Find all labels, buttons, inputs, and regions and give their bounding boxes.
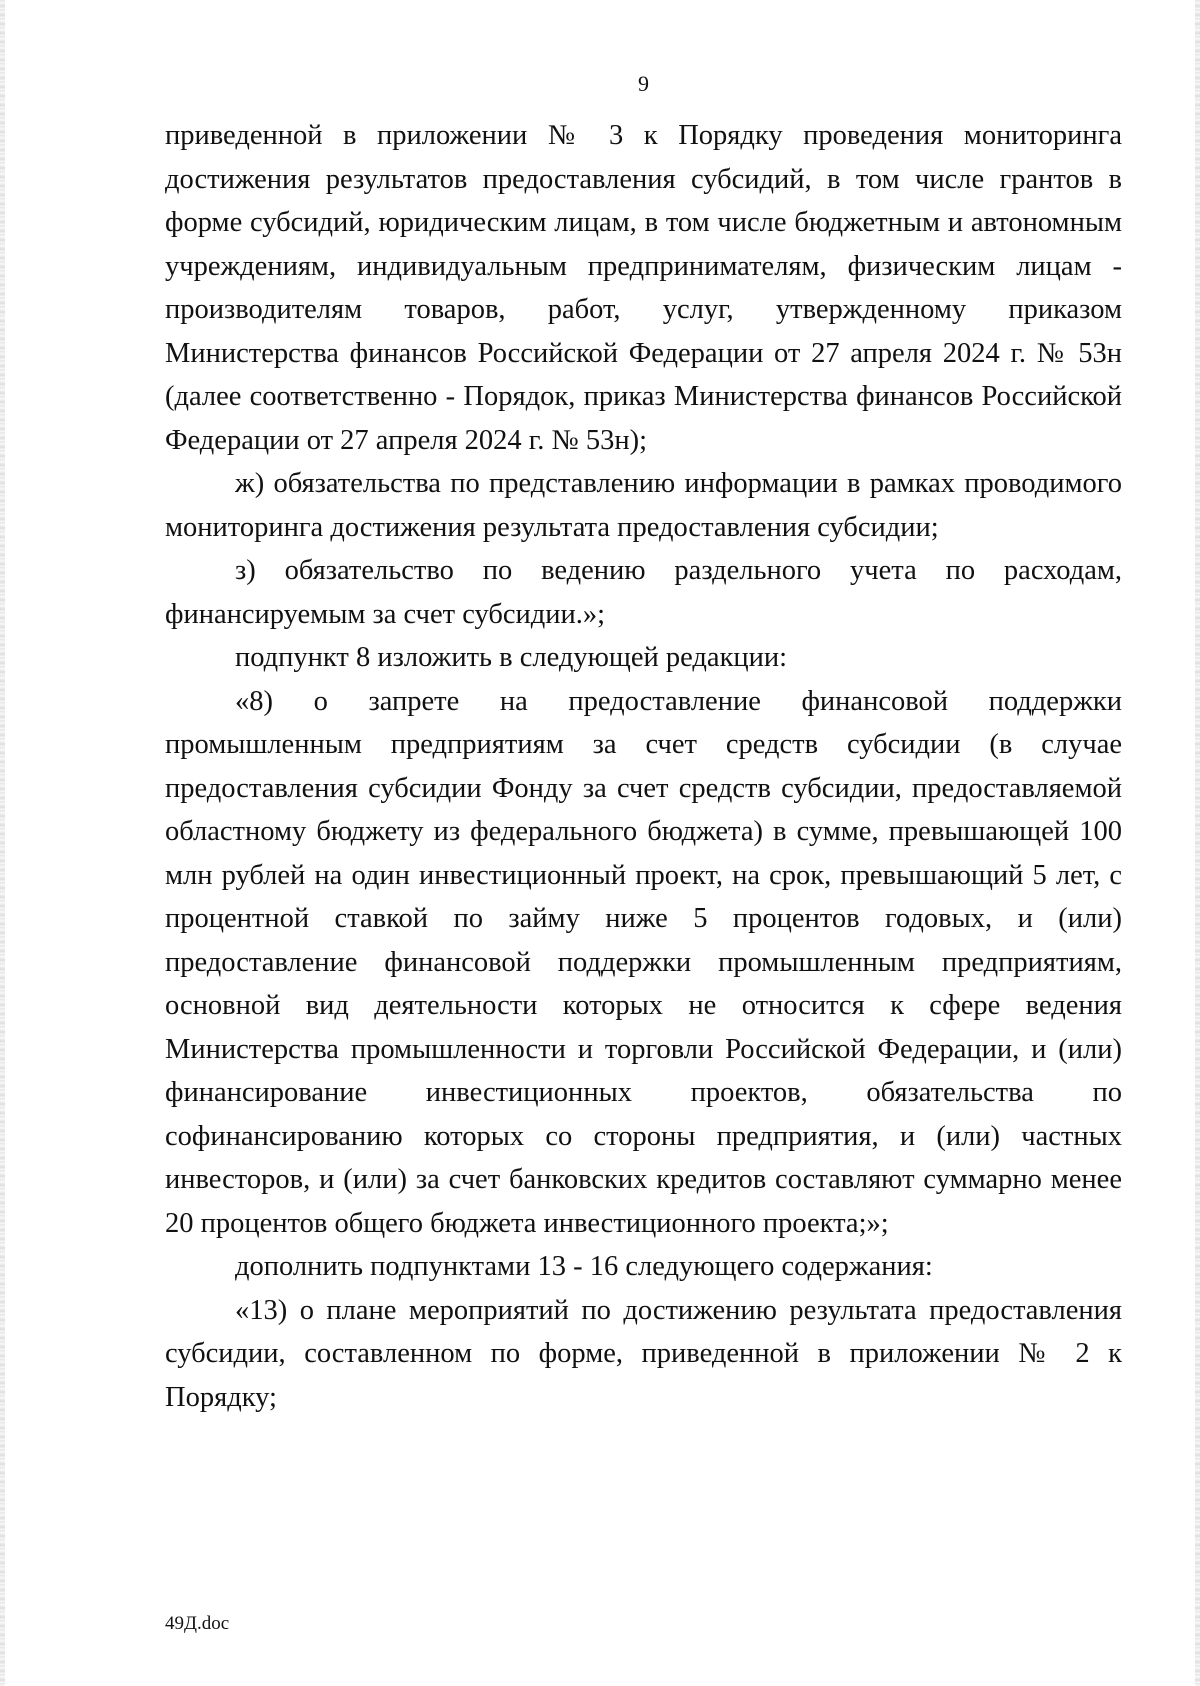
paragraph-subpoint-8: «8) о запрете на предоставление финансовой поддержки промышленным предприятиям за счет средств субсидии (в случае предоставления субсидии Фонду за счет средств субсидии, предоставляемой областному бюджету из федерального бюджета) в сумме, превышающей 100 млн рублей на один инвестиционный проект, на срок, превышающий 5 лет, с процентной ставкой по займу ниже 5 процентов годовых, и (или) предоставление финансовой поддержки промышленным предприятиям, основной вид деятельности которых не относится к сфере ведения Министерства промышленности и торговли Российской Федерации, и (или) финансирование инвестиционных проектов, обязательства по софинансированию которых со стороны предприятия, и (или) частных инвесторов, и (или) за счет банковских кредитов составляют суммарно менее 20 процентов общего бюджета инвестиционного проекта;»;: [165, 685, 1122, 1239]
scan-edge-left: [0, 0, 5, 1686]
paragraph-item-z: з) обязательство по ведению раздельного учета по расходам, финансируемым за счет субсидии.»;: [165, 555, 1122, 630]
page-number: 9: [638, 71, 649, 96]
scan-edge-right: [1195, 0, 1200, 1686]
paragraph-item-zh: ж) обязательства по представлению информации в рамках проводимого мониторинга достижения результата предоставления субсидии;: [165, 468, 1122, 543]
paragraph-subpoints-13-16-instruction: дополнить подпунктами 13 - 16 следующего содержания:: [235, 1251, 933, 1282]
paragraph-subpoint-13: «13) о плане мероприятий по достижению результата предоставления субсидии, составленном по форме, приведенной в приложении № 2 к Порядку;: [165, 1294, 1122, 1413]
paragraph-subpoint-8-instruction: подпункт 8 изложить в следующей редакции:: [235, 642, 788, 673]
footer-filename: 49Д.doc: [165, 1613, 230, 1634]
paragraph-continuation: приведенной в приложении № 3 к Порядку проведения мониторинга достижения результатов предоставления субсидий, в том числе грантов в форме субсидий, юридическим лицам, в том числе бюджетным и автономным учреждениям, индивидуальным предпринимателям, физическим лицам - производителям товаров, работ, услуг, утвержденному приказом Министерства финансов Российской Федерации от 27 апреля 2024 г. № 53н (далее соответственно - Порядок, приказ Министерства финансов Российской Федерации от 27 апреля 2024 г. № 53н);: [165, 120, 1122, 456]
document-body: [165, 114, 1122, 1419]
